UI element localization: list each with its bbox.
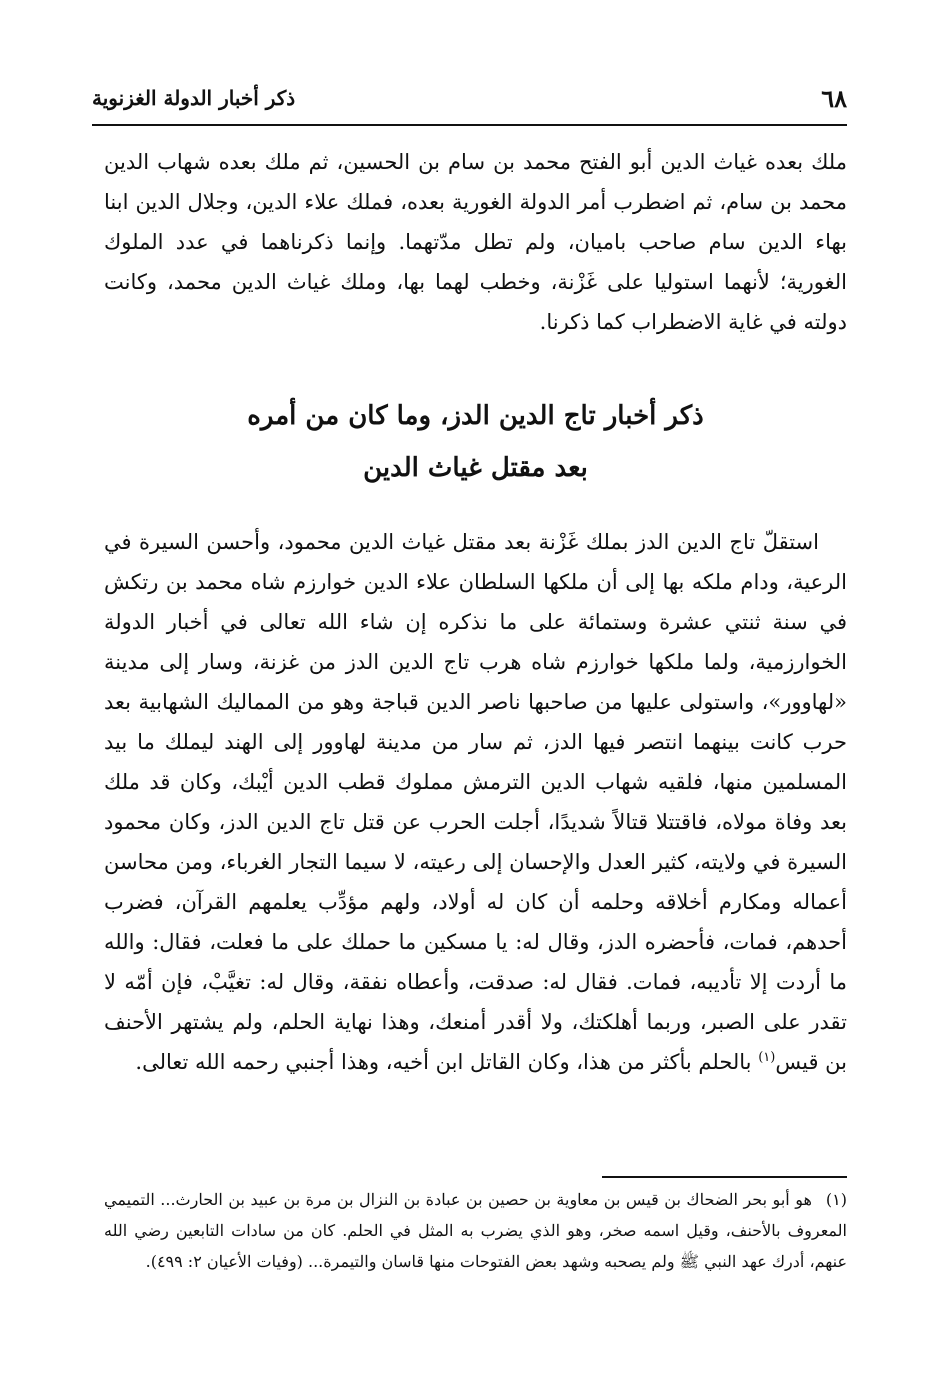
section-heading xyxy=(104,390,847,494)
main-paragraph-text-2: بالحلم بأكثر من هذا، وكان القاتل ابن أخيه، وهذا أجنبي رحمه الله تعالى. xyxy=(135,1050,759,1074)
section-heading-line-1: ذكر أخبار تاج الدين الدز، وما كان من أمره xyxy=(247,401,704,431)
page-number: ٦٨ xyxy=(821,84,847,113)
section-heading-line-2: بعد مقتل غياث الدين xyxy=(363,453,588,483)
footnote-text: هو أبو بحر الضحاك بن قيس بن معاوية بن حصين بن عبادة بن النزال بن مرة بن عبيد بن الحارث... التميمي المعروف بالأحنف، وقيل اسمه صخر، وهو الذي يضرب به المثل في الحلم. كان من سادات التابعين رضي الله عنهم، أدرك عهد النبي ﷺ ولم يصحبه وشهد بعض الفتوحات منها قاسان والتيمرة... (وفيات الأعيان ٢: ٤٩٩). xyxy=(104,1190,847,1271)
footnote-number: (١) xyxy=(825,1190,848,1209)
footnote-rule xyxy=(602,1176,847,1178)
footnote xyxy=(104,1184,847,1277)
main-paragraph-text-1: استقلّ تاج الدين الدز بملك غَزْنة بعد مقتل غياث الدين محمود، وأحسن السيرة في الرعية، ودام ملكه بها إلى أن ملكها السلطان علاء الدين خوارزم شاه محمد بن رتكش في سنة ثنتي عشرة وستمائة على ما نذكره إن شاء الله تعالى في أخبار الدولة الخوارزمية، ولما ملكها خوارزم شاه هرب تاج الدين الدز من غزنة، وسار إلى مدينة «لهاوور»، واستولى عليها من صاحبها ناصر الدين قباجة وهو من المماليك الشهابية بعد حرب كانت بينهما انتصر فيها الدز، ثم سار من مدينة لهاوور إلى الهند ليملك ما بيد المسلمين منها، فلقيه شهاب الدين الترمش مملوك قطب الدين أيْبك، وكان قد ملك بعد وفاة مولاه، فاقتتلا قتالاً شديدًا، أجلت الحرب عن قتل تاج الدين الدز، وكان محمود السيرة في ولايته، كثير العدل والإحسان إلى رعيته، لا سيما التجار الغرباء، ومن محاسن أعماله ومكارم أخلاقه وحلمه أن كان له أولاد، ولهم مؤدِّب يعلمهم القرآن، فضرب أحدهم، فمات، فأحضره الدز، وقال له: يا مسكين ما حملك على ما فعلت، فقال: والله ما أردت إلا تأديبه، فمات. فقال له: صدقت، وأعطاه نفقة، وقال له: تغيَّبْ، فإن أمّه لا تقدر على الصبر، وربما أهلكتك، ولا أقدر أمنعك، وهذا نهاية الحلم، ولم يشتهر الأحنف بن قيس xyxy=(104,530,847,1074)
header-rule xyxy=(92,124,847,126)
running-title: ذكر أخبار الدولة الغزنوية xyxy=(92,86,296,110)
running-header xyxy=(92,84,847,120)
intro-paragraph: ملك بعده غياث الدين أبو الفتح محمد بن سام بن الحسين، ثم ملك بعده شهاب الدين محمد بن سام، ثم اضطرب أمر الدولة الغورية بعده، فملك علاء الدين، وجلال الدين ابنا بهاء الدين سام صاحب باميان، ولم تطل مدّتهما. وإنما ذكرناهما في عدد الملوك الغورية؛ لأنهما استوليا على غَزْنة، وخطب لهما بها، وملك غياث الدين محمد، وكانت دولته في غاية الاضطراب كما ذكرنا. xyxy=(104,150,847,334)
footnote-reference[interactable]: (١) xyxy=(758,1050,776,1065)
main-paragraph xyxy=(104,522,847,1082)
